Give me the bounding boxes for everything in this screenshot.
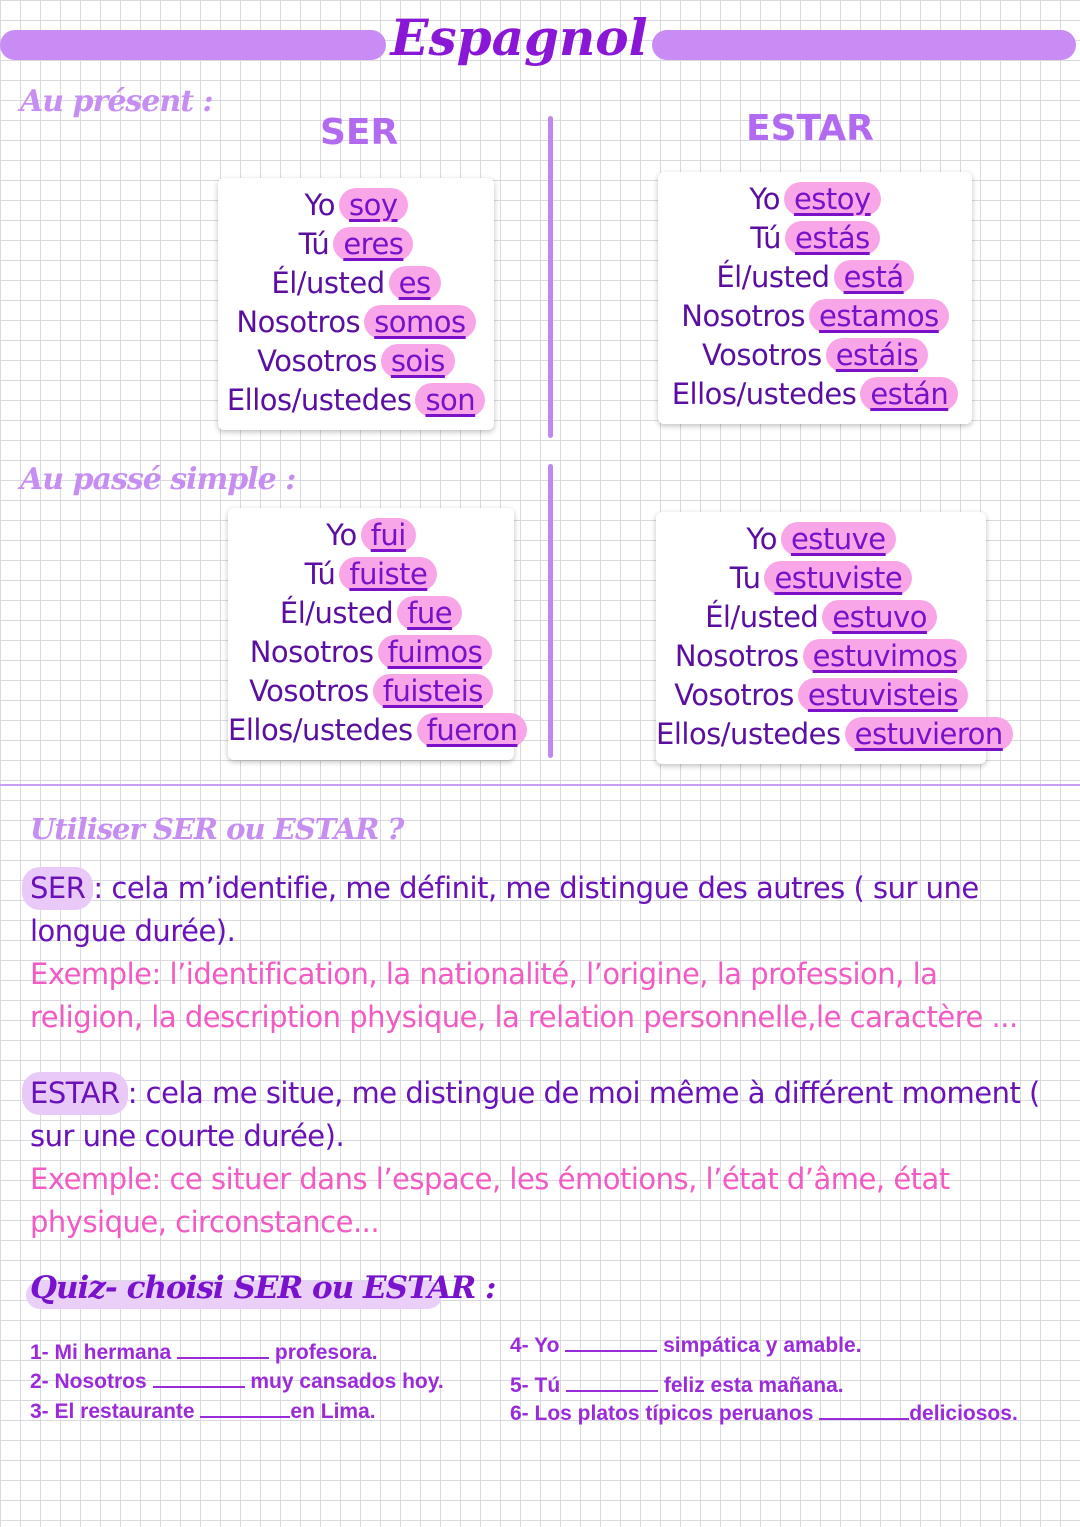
q6-start: 6- Los platos típicos peruanos bbox=[510, 1402, 814, 1425]
pronoun: Tú bbox=[298, 227, 330, 261]
quiz-question-3 bbox=[30, 1400, 376, 1424]
pronoun: Él/usted bbox=[271, 266, 385, 300]
q5-blank[interactable] bbox=[566, 1390, 658, 1392]
verb-form: está bbox=[834, 260, 914, 294]
pronoun: Yo bbox=[746, 522, 777, 556]
conjugation-row bbox=[228, 516, 514, 555]
q2-end: muy cansados hoy. bbox=[250, 1370, 444, 1393]
conjugation-row bbox=[658, 336, 972, 375]
q1-start: 1- Mi hermana bbox=[30, 1341, 172, 1364]
estar-text: : cela me situe, me distingue de moi même à différent moment ( sur une courte durée). bbox=[30, 1076, 1040, 1153]
verb-form: estuvo bbox=[822, 600, 937, 634]
conjugation-row bbox=[228, 594, 514, 633]
q3-start: 3- El restaurante bbox=[30, 1400, 195, 1423]
conjugation-row bbox=[656, 715, 1003, 754]
verb-form: estuve bbox=[781, 522, 896, 556]
conjugation-row bbox=[228, 672, 514, 711]
present-ser-card bbox=[218, 178, 494, 430]
passe-estar-card bbox=[656, 512, 1003, 764]
title-bar-right bbox=[652, 30, 1076, 60]
conjugation-row bbox=[218, 186, 494, 225]
pronoun: Tú bbox=[304, 557, 336, 591]
verb-form: estuvisteis bbox=[798, 678, 968, 712]
ser-example: Exemple: l’identification, la nationalité, l’origine, la profession, la religion, la description physique, la relation personnelle,le caractère ... bbox=[30, 957, 1018, 1034]
q6-end: deliciosos. bbox=[909, 1402, 1018, 1425]
pronoun: Vosotros bbox=[257, 344, 377, 378]
pronoun: Yo bbox=[749, 182, 780, 216]
pronoun: Él/usted bbox=[705, 600, 819, 634]
pronoun: Ellos/ustedes bbox=[656, 717, 841, 751]
q4-end: simpática y amable. bbox=[663, 1334, 862, 1357]
q4-start: 4- Yo bbox=[510, 1334, 560, 1357]
verb-form: estamos bbox=[809, 299, 949, 333]
verb-form: son bbox=[415, 383, 485, 417]
estar-explanation bbox=[30, 1072, 1050, 1244]
pronoun: Ellos/ustedes bbox=[228, 713, 413, 747]
q1-blank[interactable] bbox=[177, 1357, 269, 1359]
passe-divider bbox=[548, 464, 553, 758]
conjugation-row bbox=[658, 180, 972, 219]
quiz-question-1 bbox=[30, 1341, 378, 1365]
pronoun: Vosotros bbox=[702, 338, 822, 372]
q4-blank[interactable] bbox=[565, 1350, 657, 1352]
pronoun: Ellos/ustedes bbox=[226, 383, 412, 417]
conjugation-row bbox=[656, 598, 986, 637]
pronoun: Tu bbox=[729, 561, 761, 595]
verb-form: soy bbox=[339, 188, 408, 222]
conjugation-row bbox=[658, 297, 972, 336]
quiz-title: Quiz- choisi SER ou ESTAR : bbox=[30, 1270, 496, 1306]
q2-blank[interactable] bbox=[153, 1386, 245, 1388]
q3-blank[interactable] bbox=[200, 1416, 290, 1418]
quiz-question-4 bbox=[510, 1334, 862, 1358]
pronoun: Nosotros bbox=[674, 639, 799, 673]
quiz-question-5 bbox=[510, 1374, 844, 1398]
pronoun: Nosotros bbox=[249, 635, 374, 669]
conjugation-row bbox=[218, 264, 494, 303]
pronoun: Él/usted bbox=[279, 596, 394, 630]
conjugation-row bbox=[218, 303, 494, 342]
q5-end: feliz esta mañana. bbox=[663, 1374, 844, 1397]
conjugation-row bbox=[656, 559, 986, 598]
estar-example: Exemple: ce situer dans l’espace, les émotions, l’état d’âme, état physique, circonstance... bbox=[30, 1162, 950, 1239]
q6-blank[interactable] bbox=[819, 1418, 909, 1420]
quiz-question-6 bbox=[510, 1402, 1018, 1426]
pronoun: Tú bbox=[750, 221, 781, 255]
conjugation-row bbox=[658, 219, 972, 258]
q2-start: 2- Nosotros bbox=[30, 1370, 147, 1393]
verb-form: estuvimos bbox=[803, 639, 968, 673]
verb-form: eres bbox=[333, 227, 413, 261]
conjugation-row bbox=[218, 381, 494, 420]
section-passe-label: Au passé simple : bbox=[20, 462, 296, 497]
conjugation-row bbox=[658, 258, 972, 297]
q1-end: profesora. bbox=[274, 1341, 378, 1364]
verb-form: fueron bbox=[417, 713, 528, 747]
verb-form: estuviste bbox=[764, 561, 912, 595]
conjugation-row bbox=[228, 555, 514, 594]
present-divider bbox=[548, 116, 553, 438]
verb-form: estuvieron bbox=[845, 717, 1013, 751]
verb-form: sois bbox=[381, 344, 455, 378]
title-bar-left bbox=[0, 30, 386, 60]
verb-form: fuimos bbox=[378, 635, 493, 669]
ser-text: : cela m’identifie, me définit, me distingue des autres ( sur une longue durée). bbox=[30, 871, 979, 948]
pronoun: Ellos/ustedes bbox=[671, 377, 857, 411]
pronoun: Nosotros bbox=[236, 305, 361, 339]
conjugation-row bbox=[656, 676, 986, 715]
pronoun: Yo bbox=[326, 518, 357, 552]
estar-header: ESTAR bbox=[746, 108, 874, 149]
verb-form: estoy bbox=[784, 182, 881, 216]
ser-header: SER bbox=[320, 112, 399, 153]
ser-explanation bbox=[30, 867, 1050, 1039]
conjugation-row bbox=[218, 342, 494, 381]
estar-label: ESTAR bbox=[22, 1072, 128, 1115]
verb-form: fuisteis bbox=[373, 674, 493, 708]
conjugation-row bbox=[658, 375, 972, 414]
verb-form: fuiste bbox=[339, 557, 437, 591]
conjugation-row bbox=[656, 637, 986, 676]
pronoun: Él/usted bbox=[716, 260, 830, 294]
verb-form: están bbox=[860, 377, 958, 411]
pronoun: Nosotros bbox=[681, 299, 806, 333]
verb-form: es bbox=[389, 266, 441, 300]
conjugation-row bbox=[218, 225, 494, 264]
section-separator bbox=[0, 784, 1080, 786]
conjugation-row bbox=[228, 633, 514, 672]
pronoun: Vosotros bbox=[674, 678, 794, 712]
page-title: Espagnol bbox=[390, 8, 648, 67]
q3-end: en Lima. bbox=[290, 1400, 376, 1423]
verb-form: estás bbox=[785, 221, 880, 255]
section-present-label: Au présent : bbox=[20, 84, 213, 119]
pronoun: Vosotros bbox=[249, 674, 369, 708]
ser-label: SER bbox=[22, 867, 93, 910]
verb-form: fui bbox=[361, 518, 416, 552]
usage-heading: Utiliser SER ou ESTAR ? bbox=[30, 812, 404, 846]
verb-form: somos bbox=[364, 305, 475, 339]
verb-form: fue bbox=[397, 596, 462, 630]
conjugation-row bbox=[228, 711, 518, 750]
verb-form: estáis bbox=[826, 338, 928, 372]
q5-start: 5- Tú bbox=[510, 1374, 561, 1397]
quiz-question-2 bbox=[30, 1370, 444, 1394]
present-estar-card bbox=[658, 172, 972, 424]
passe-ser-card bbox=[228, 508, 518, 760]
conjugation-row bbox=[656, 520, 986, 559]
pronoun: Yo bbox=[304, 188, 336, 222]
